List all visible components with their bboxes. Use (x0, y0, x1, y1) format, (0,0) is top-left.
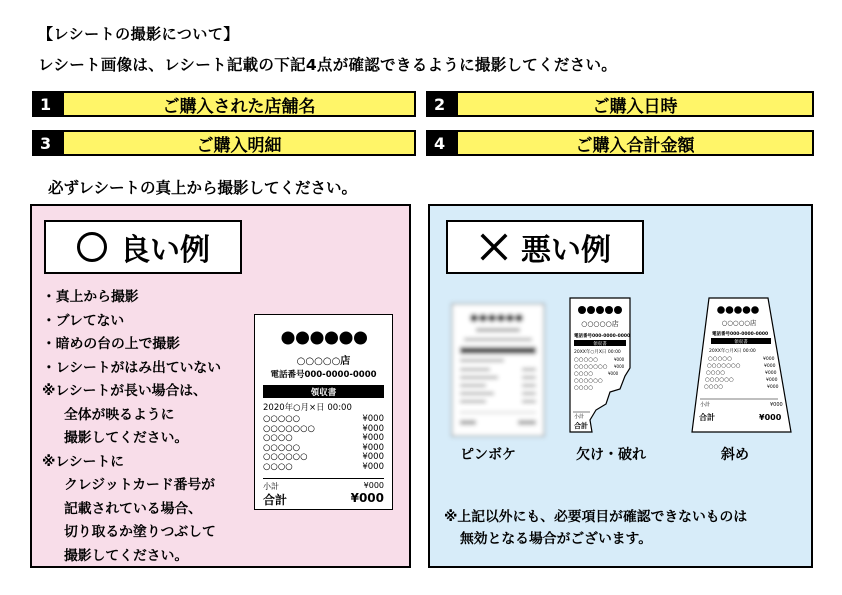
receipt-line-name: ○○○○ (263, 433, 293, 443)
receipt-store-name: ○○○○○店 (296, 356, 351, 367)
svg-text:¥000: ¥000 (614, 357, 625, 362)
good-example-list (42, 286, 221, 568)
svg-text:○○○○: ○○○○ (704, 384, 724, 390)
list-item: クレジットカード番号が (64, 477, 216, 493)
receipt-line-name: ○○○○○ (263, 442, 301, 453)
receipt-line-price: ¥000 (362, 433, 384, 443)
receipt-items (263, 415, 384, 472)
receipt-header-bar: 領収書 (263, 385, 384, 398)
svg-text:○○○○○: ○○○○○ (574, 357, 598, 363)
page-title: 【レシートの撮影について】 (38, 25, 239, 43)
svg-text:○○○○○店: ○○○○○店 (581, 320, 619, 328)
requirement-item-4 (426, 130, 814, 156)
svg-text:¥000: ¥000 (763, 357, 775, 362)
svg-text:合計: 合計 (699, 413, 715, 422)
bad-example-title-text: 悪い例 (521, 233, 611, 268)
receipt-line-price: ¥000 (362, 423, 384, 434)
list-item: 記載されている場合、 (64, 500, 202, 517)
subtotal-value: ¥000 (363, 481, 384, 490)
requirement-label: ご購入合計金額 (456, 132, 812, 154)
requirement-item-3 (32, 130, 416, 156)
svg-text:○○○○: ○○○○ (706, 370, 726, 376)
receipt-line-price: ¥000 (362, 442, 384, 453)
svg-text:小計: 小計 (574, 414, 585, 420)
receipt-line-price: ¥000 (362, 414, 384, 424)
requirement-number: 1 (34, 93, 62, 115)
requirement-item-1 (32, 91, 416, 117)
slanted-receipt (692, 298, 791, 432)
svg-text:電話番号000-0000-0000: 電話番号000-0000-0000 (712, 332, 769, 337)
subtotal-label: 小計 (263, 482, 279, 491)
svg-text:○○○○: ○○○○ (574, 371, 594, 377)
receipt-line-name: ○○○○○○○ (263, 423, 315, 434)
svg-text:¥000: ¥000 (608, 371, 619, 376)
requirement-item-2 (426, 91, 814, 117)
example-label-blurry: ピンボケ (460, 447, 516, 463)
receipt-line-price: ¥000 (362, 452, 384, 462)
list-item: ※レシートに (42, 453, 125, 470)
svg-text:○○○○○○: ○○○○○○ (574, 378, 603, 384)
receipt-line-name: ○○○○○ (263, 414, 301, 424)
list-item: ・真上から撮影 (42, 289, 139, 305)
svg-text:¥000: ¥000 (764, 364, 776, 369)
example-label-torn: 欠け・破れ (576, 447, 646, 463)
svg-text:¥000: ¥000 (767, 385, 779, 390)
requirement-number: 3 (34, 132, 62, 154)
svg-text:○○○○○○○: ○○○○○○○ (574, 364, 608, 370)
requirement-number: 4 (428, 132, 456, 154)
example-label-slanted: 斜め (721, 447, 749, 463)
invalid-notice (444, 506, 747, 550)
page-subtitle: レシート画像は、レシート記載の下記4点が確認できるように撮影してください。 (38, 56, 618, 74)
list-item: ・ブレてない (42, 312, 125, 329)
receipt-phone: 電話番号000-0000-0000 (270, 370, 377, 380)
svg-text:20XX年○月X日 00:00: 20XX年○月X日 00:00 (574, 350, 621, 355)
invalid-notice-line: 無効となる場合がございます。 (460, 531, 653, 547)
svg-text:○○○○○店: ○○○○○店 (721, 319, 757, 327)
svg-text:○○○○○○: ○○○○○○ (705, 377, 734, 383)
receipt-divider (263, 478, 384, 479)
list-item: ・レシートがはみ出ていない (42, 359, 222, 376)
svg-text:領収書: 領収書 (734, 340, 748, 345)
list-item: 全体が映るように (64, 406, 175, 423)
torn-receipt (570, 298, 630, 432)
receipt-line-name: ○○○○ (263, 461, 293, 472)
list-item: ・暗めの台の上で撮影 (42, 336, 180, 352)
receipt-date: 2020年○月×日 00:00 (263, 403, 352, 413)
bad-example-panel (428, 204, 813, 568)
list-item: 撮影してください。 (64, 547, 189, 564)
good-example-panel (30, 204, 411, 568)
total-label: 合計 (263, 493, 288, 507)
requirement-label: ご購入日時 (456, 93, 812, 115)
total-value: ¥000 (350, 491, 384, 505)
receipt-line-price: ¥000 (362, 461, 384, 472)
svg-text:小計: 小計 (700, 402, 711, 408)
list-item: ※レシートが長い場合は、 (42, 383, 207, 399)
svg-text:¥000: ¥000 (759, 413, 782, 422)
invalid-notice-line: ※上記以外にも、必要項目が確認できないものは (444, 509, 748, 525)
good-example-title (44, 220, 242, 274)
requirement-label: ご購入明細 (62, 132, 414, 154)
svg-text:¥000: ¥000 (765, 371, 777, 376)
circle-icon (76, 231, 108, 263)
svg-text:¥000: ¥000 (614, 364, 625, 369)
svg-text:¥000: ¥000 (770, 402, 783, 408)
sample-receipt (254, 314, 393, 510)
svg-text:○○○○: ○○○○ (574, 385, 594, 391)
svg-text:○○○○○: ○○○○○ (708, 356, 732, 362)
blurry-receipt (452, 304, 544, 436)
list-item: 切り取るか塗りつぶして (64, 524, 216, 540)
store-logo-dots (281, 327, 367, 349)
svg-text:20XX年○月X日 00:00: 20XX年○月X日 00:00 (709, 349, 756, 354)
requirement-label: ご購入された店舗名 (62, 93, 414, 115)
receipt-line-name: ○○○○○○ (263, 452, 308, 462)
requirement-number: 2 (428, 93, 456, 115)
list-item: 撮影してください。 (64, 430, 189, 446)
svg-text:¥000: ¥000 (766, 378, 778, 383)
svg-text:合計: 合計 (574, 422, 588, 430)
svg-text:電話番号000-0000-0000: 電話番号000-0000-0000 (574, 334, 631, 339)
shooting-instruction: 必ずレシートの真上から撮影してください。 (48, 179, 357, 197)
receipt-line (263, 463, 384, 473)
good-example-title-text: 良い例 (120, 233, 210, 268)
svg-text:○○○○○○○: ○○○○○○○ (707, 363, 741, 369)
receipt-total (263, 491, 384, 508)
svg-text:領収書: 領収書 (593, 342, 607, 347)
